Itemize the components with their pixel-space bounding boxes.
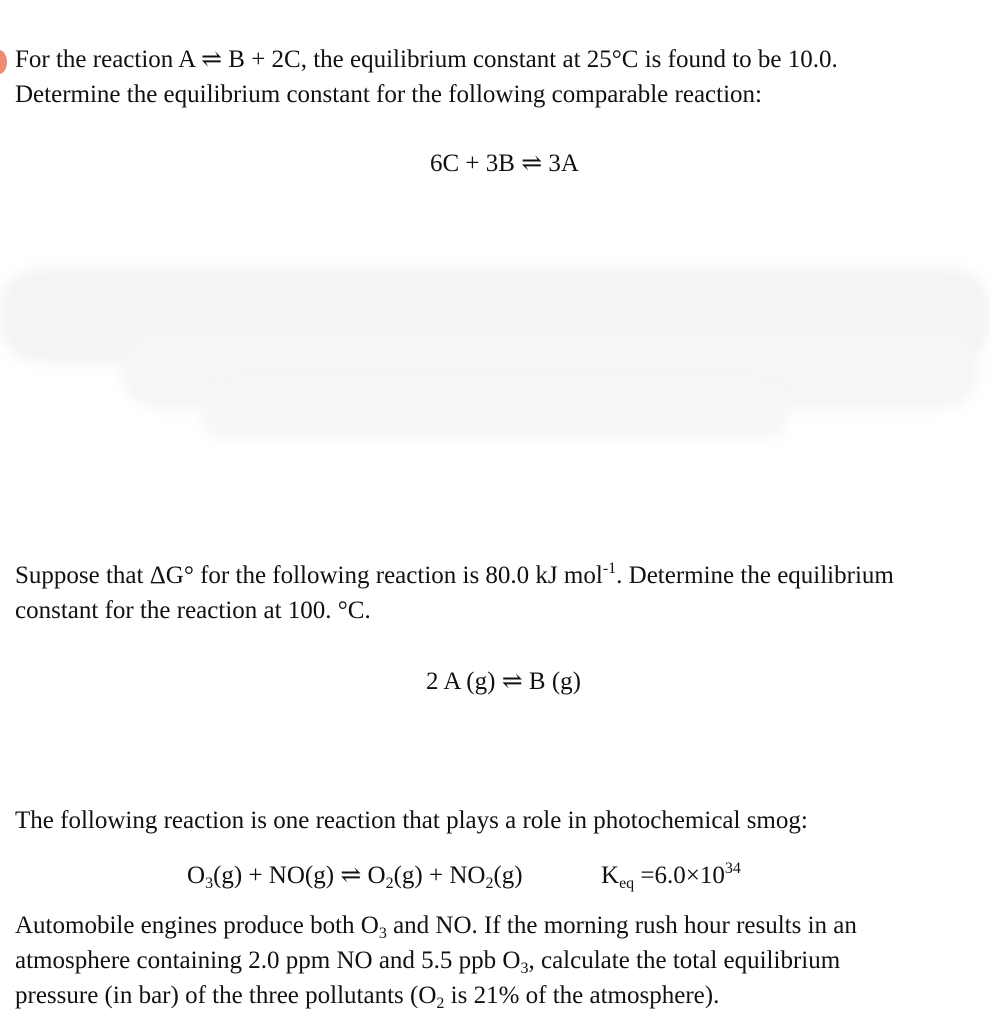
- text: and NO. If the morning rush hour results in an: [386, 912, 857, 939]
- equilibrium-constant: [601, 858, 741, 893]
- eq-text: (g): [493, 862, 523, 889]
- eq-text: (g) + NO(g) ⇌ O: [213, 862, 386, 889]
- subscript: 3: [520, 960, 529, 977]
- text: Automobile engines produce both O: [15, 912, 379, 939]
- text: pressure (in bar) of the three pollutants (O: [15, 982, 437, 1009]
- keq-subscript: eq: [619, 875, 635, 892]
- problem-2-line-1: [15, 558, 990, 593]
- text: atmosphere containing 2.0 ppm NO and 5.5 ppb O: [15, 947, 521, 974]
- subscript: 3: [378, 925, 387, 942]
- problem-3-line-1: [15, 908, 990, 943]
- question-marker: [0, 50, 7, 74]
- problem-3-line-3: [15, 978, 990, 1013]
- problem-2-line-1-suffix: . Determine the equilibrium: [616, 562, 894, 589]
- problem-2-line-2: constant for the reaction at 100. °C.: [15, 597, 371, 624]
- problem-1-text: [15, 42, 990, 112]
- text: is 21% of the atmosphere).: [444, 982, 720, 1009]
- eq-subscript: 2: [485, 875, 494, 892]
- problem-1-line-1: For the reaction A ⇌ B + 2C, the equilibrium constant at 25°C is found to be 10.0.: [15, 46, 838, 73]
- problem-3-intro: The following reaction is one reaction that plays a role in photochemical smog:: [15, 807, 808, 834]
- problem-2-line-1-prefix: Suppose that ΔG° for the following reaction is 80.0 kJ mol: [15, 562, 603, 589]
- problem-1-equation: 6C + 3B ⇌ 3A: [430, 150, 579, 177]
- problem-2-equation: 2 A (g) ⇌ B (g): [426, 668, 581, 695]
- problem-3-text: [15, 908, 990, 1013]
- problem-3-line-2: [15, 943, 990, 978]
- keq-value: =6.0×10: [634, 862, 725, 889]
- erased-area: [200, 385, 790, 440]
- eq-subscript: 3: [205, 875, 214, 892]
- problem-3-equation: [187, 858, 523, 893]
- keq-symbol: K: [601, 862, 620, 889]
- keq-exponent: 34: [724, 860, 741, 877]
- problem-2-exponent: -1: [602, 560, 617, 577]
- problem-1-line-2: Determine the equilibrium constant for the following comparable reaction:: [15, 81, 762, 108]
- eq-text: O: [187, 862, 206, 889]
- problem-2-text: [15, 558, 990, 628]
- eq-text: (g) + NO: [393, 862, 486, 889]
- subscript: 2: [436, 995, 445, 1012]
- text: , calculate the total equilibrium: [528, 947, 841, 974]
- eq-subscript: 2: [385, 875, 394, 892]
